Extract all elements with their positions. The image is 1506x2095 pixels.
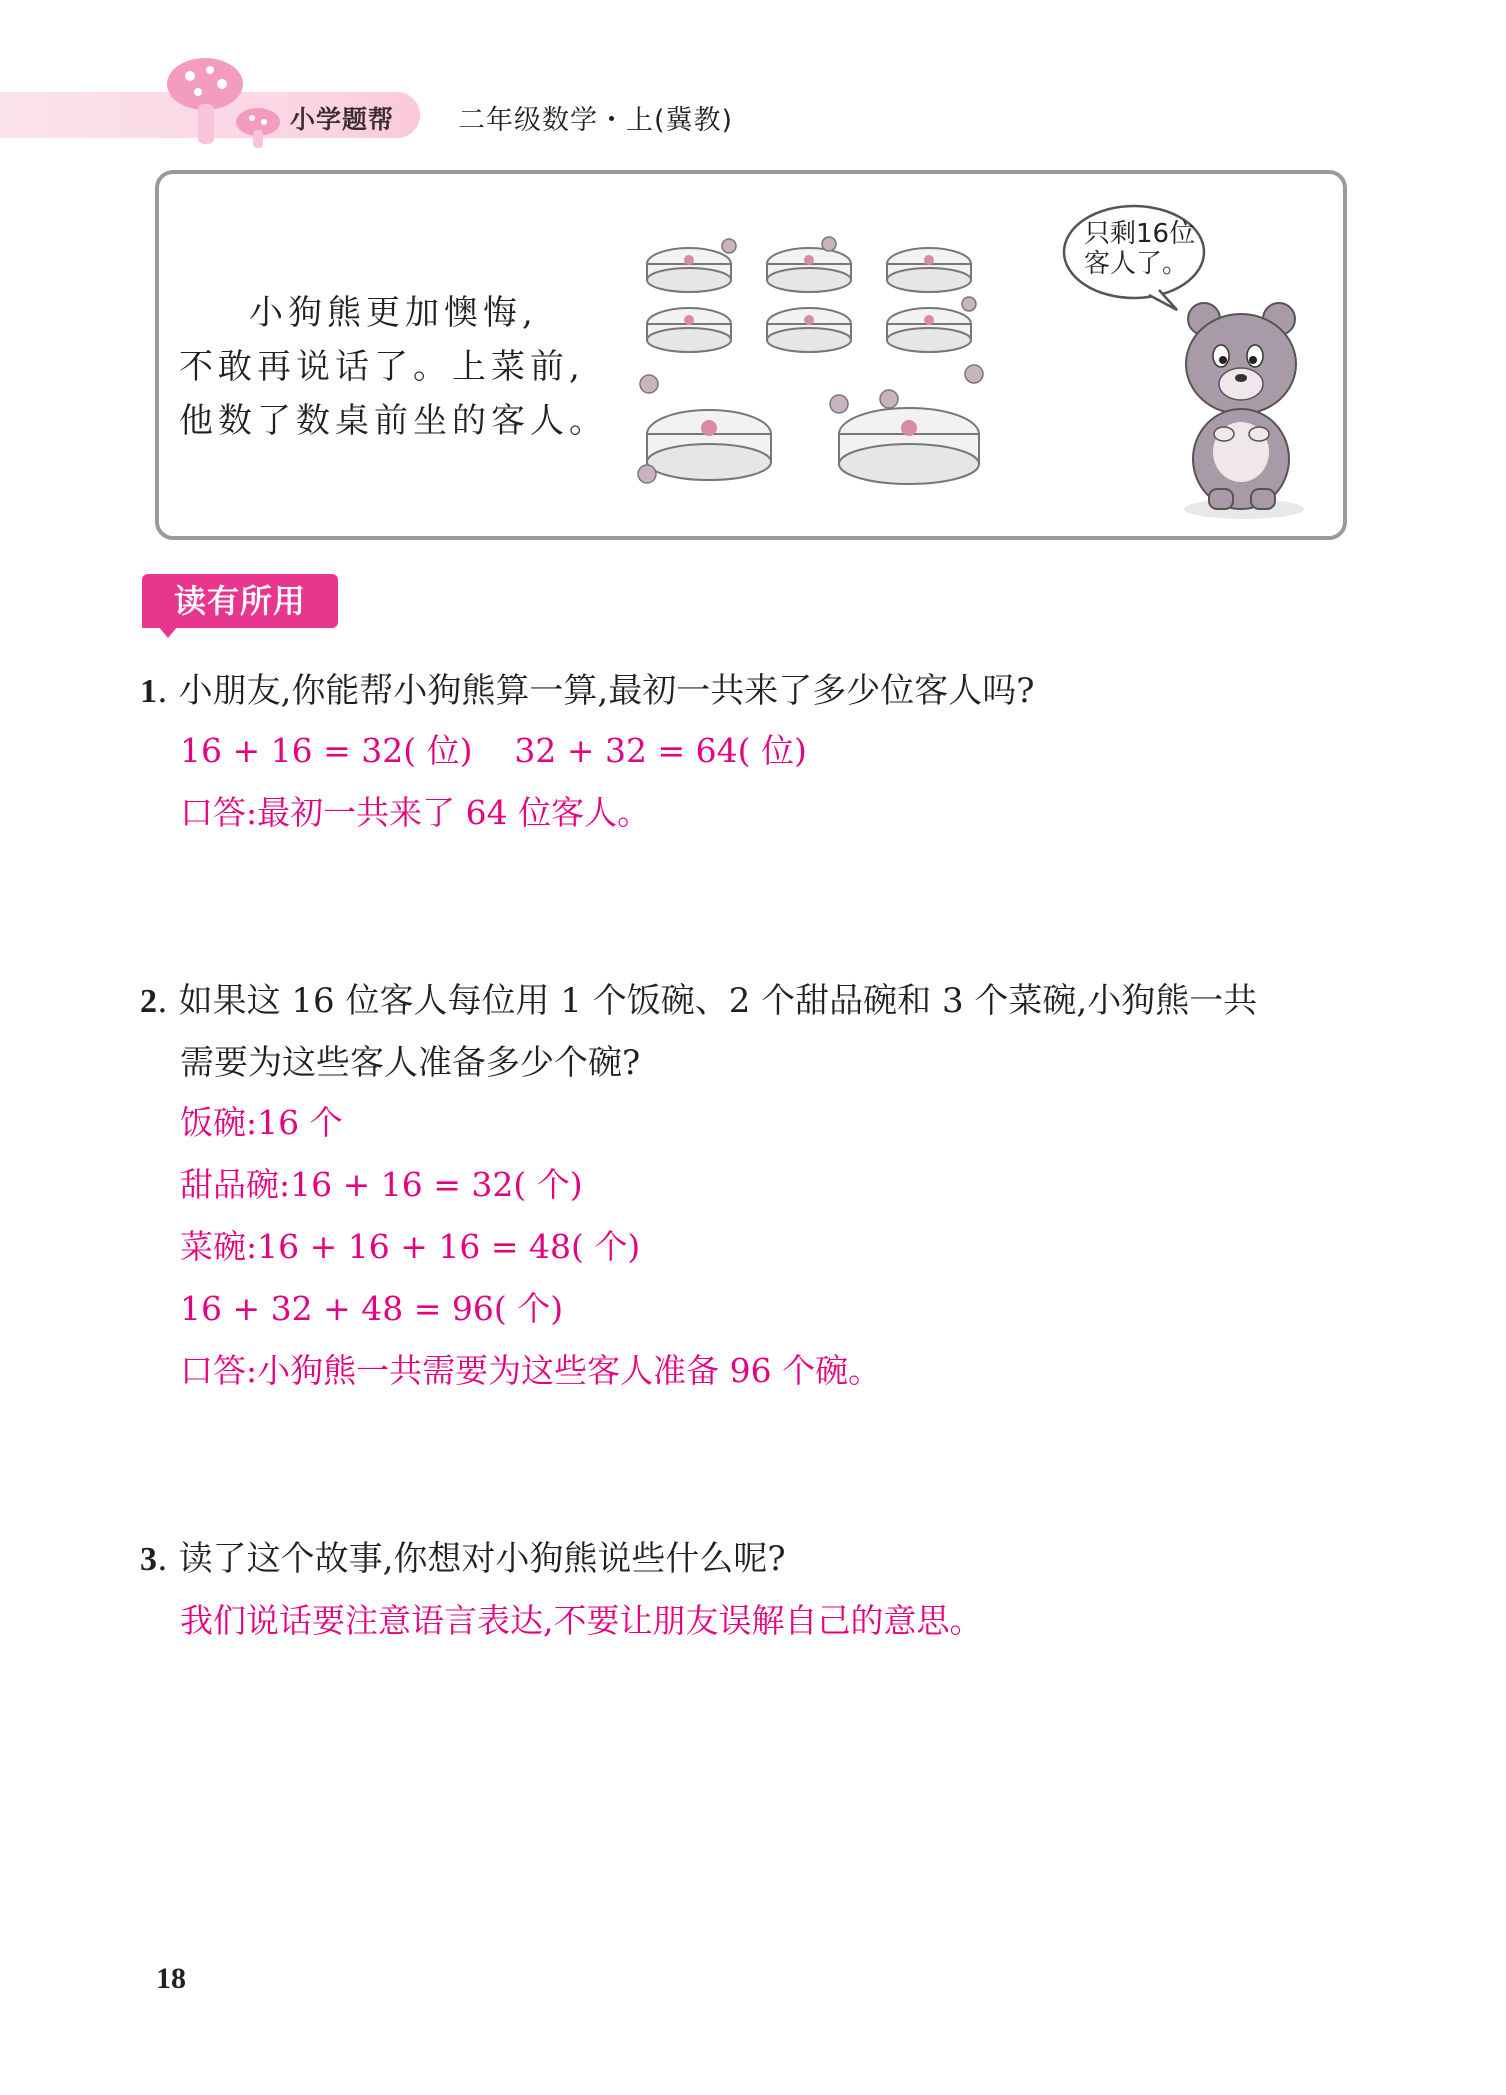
answer-2-line-2: 甜品碗:16 + 16 = 32( 个) bbox=[180, 1165, 583, 1204]
section-tag: 读有所用 bbox=[142, 574, 338, 628]
answer-3-line-1: 我们说话要注意语言表达,不要让朋友误解自己的意思。 bbox=[180, 1601, 983, 1640]
question-number: 2 bbox=[140, 983, 157, 1020]
answer-1-line-1: 16 + 16 = 32( 位) 32 + 32 = 64( 位) bbox=[180, 731, 807, 770]
answer-1-line-2: 口答:最初一共来了 64 位客人。 bbox=[180, 793, 651, 832]
question-text: . 小朋友,你能帮小狗熊算一算,最初一共来了多少位客人吗? bbox=[157, 671, 1035, 711]
question-2 bbox=[140, 974, 1257, 1029]
mushroom-logo-icon bbox=[160, 52, 300, 152]
answer-2-line-3: 菜碗:16 + 16 + 16 = 48( 个) bbox=[180, 1227, 641, 1266]
brand-label: 小学题帮 bbox=[290, 105, 395, 134]
question-1 bbox=[140, 664, 1034, 719]
answer-2-line-1: 饭碗:16 个 bbox=[180, 1103, 343, 1142]
story-text bbox=[179, 286, 609, 448]
question-text-line-1: . 如果这 16 位客人每位用 1 个饭碗、2 个甜品碗和 3 个菜碗,小狗熊一共 bbox=[157, 981, 1258, 1021]
book-subject: 二年级数学・上(冀教) bbox=[458, 105, 734, 136]
question-3 bbox=[140, 1532, 786, 1587]
section-tag-tail bbox=[158, 626, 178, 638]
banquet-tables-illustration bbox=[629, 234, 1009, 524]
story-box bbox=[155, 170, 1347, 540]
bear-character-illustration bbox=[1159, 284, 1329, 524]
question-2-line-2: 需要为这些客人准备多少个碗? bbox=[180, 1043, 641, 1083]
answer-2-line-5: 口答:小狗熊一共需要为这些客人准备 96 个碗。 bbox=[180, 1351, 882, 1390]
page-number: 18 bbox=[156, 1962, 186, 1995]
question-number: 3 bbox=[140, 1541, 157, 1578]
bubble-line-2: 客人了。 bbox=[1084, 249, 1189, 279]
bubble-line-1: 只剩16位 bbox=[1084, 219, 1196, 249]
speech-bubble-text bbox=[1084, 219, 1204, 279]
story-line-3: 他数了数桌前坐的客人。 bbox=[179, 401, 608, 441]
question-number: 1 bbox=[140, 673, 157, 710]
question-text: . 读了这个故事,你想对小狗熊说些什么呢? bbox=[157, 1539, 786, 1579]
answer-2-line-4: 16 + 32 + 48 = 96( 个) bbox=[180, 1289, 564, 1328]
story-line-1: 小狗熊更加懊悔, bbox=[249, 293, 538, 333]
story-line-2: 不敢再说话了。上菜前, bbox=[179, 347, 585, 387]
